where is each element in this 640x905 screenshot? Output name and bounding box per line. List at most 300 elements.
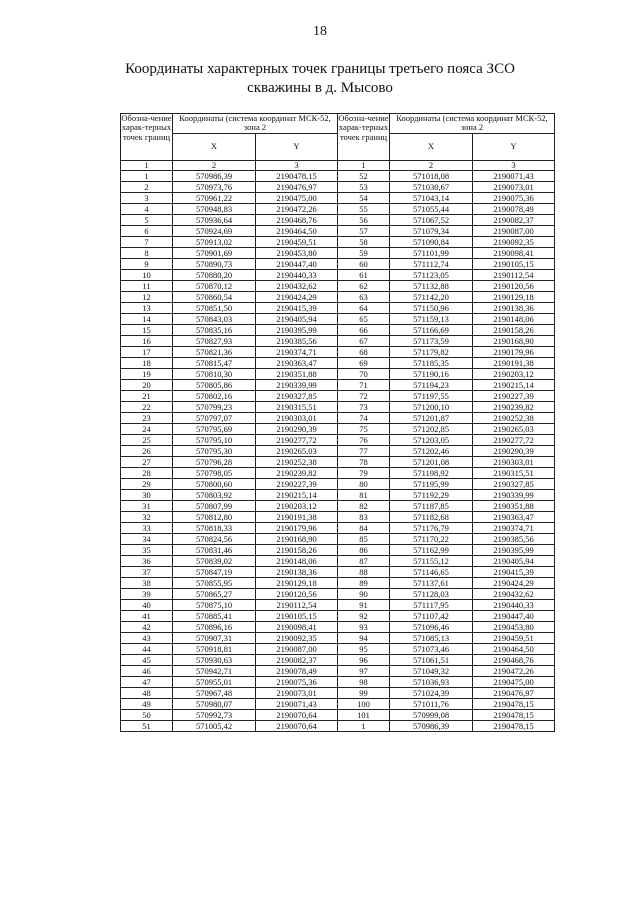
- y-coord-left: 2190374,71: [256, 347, 338, 358]
- y-coord-left: 2190227,39: [256, 479, 338, 490]
- table-row: [121, 358, 555, 369]
- y-coord-right: 2190227,39: [473, 391, 555, 402]
- y-coord-right: 2190179,96: [473, 347, 555, 358]
- point-id-left: 32: [121, 512, 173, 523]
- x-coord-left: 570847,19: [173, 567, 256, 578]
- point-id-right: 58: [338, 237, 390, 248]
- x-coord-left: 570839,02: [173, 556, 256, 567]
- point-id-left: 45: [121, 655, 173, 666]
- table-row: [121, 281, 555, 292]
- point-id-left: 42: [121, 622, 173, 633]
- x-coord-left: 570831,46: [173, 545, 256, 556]
- point-id-right: 78: [338, 457, 390, 468]
- point-id-right: 101: [338, 710, 390, 721]
- point-id-right: 65: [338, 314, 390, 325]
- x-coord-right: 571117,95: [390, 600, 473, 611]
- table-row: [121, 688, 555, 699]
- x-coord-right: 571185,35: [390, 358, 473, 369]
- y-coord-left: 2190087,00: [256, 644, 338, 655]
- x-coord-right: 571137,61: [390, 578, 473, 589]
- point-id-left: 2: [121, 182, 173, 193]
- x-coord-left: 570821,36: [173, 347, 256, 358]
- x-coord-right: 571166,69: [390, 325, 473, 336]
- x-coord-left: 570980,07: [173, 699, 256, 710]
- point-id-left: 19: [121, 369, 173, 380]
- point-id-left: 28: [121, 468, 173, 479]
- x-coord-right: 571030,67: [390, 182, 473, 193]
- table-row: [121, 721, 555, 732]
- table-row: [121, 534, 555, 545]
- y-coord-right: 2190339,99: [473, 490, 555, 501]
- point-id-left: 6: [121, 226, 173, 237]
- point-id-left: 26: [121, 446, 173, 457]
- x-coord-right: 571142,20: [390, 292, 473, 303]
- point-id-right: 55: [338, 204, 390, 215]
- x-coord-left: 570907,31: [173, 633, 256, 644]
- y-coord-right: 2190468,76: [473, 655, 555, 666]
- column-number: 3: [473, 160, 555, 170]
- point-id-left: 17: [121, 347, 173, 358]
- x-coord-left: 571005,42: [173, 721, 256, 732]
- point-id-right: 92: [338, 611, 390, 622]
- point-id-right: 73: [338, 402, 390, 413]
- title-line-1: Координаты характерных точек границы третьего пояса ЗСО: [125, 61, 515, 77]
- point-id-left: 48: [121, 688, 173, 699]
- x-coord-left: 570860,54: [173, 292, 256, 303]
- point-id-left: 1: [121, 171, 173, 182]
- point-id-left: 47: [121, 677, 173, 688]
- point-id-left: 24: [121, 424, 173, 435]
- y-coord-right: 2190075,36: [473, 193, 555, 204]
- point-id-right: 79: [338, 468, 390, 479]
- point-id-left: 41: [121, 611, 173, 622]
- y-coord-left: 2190120,56: [256, 589, 338, 600]
- y-coord-left: 2190168,90: [256, 534, 338, 545]
- point-id-right: 70: [338, 369, 390, 380]
- point-id-right: 76: [338, 435, 390, 446]
- point-id-right: 80: [338, 479, 390, 490]
- x-coord-right: 571090,84: [390, 237, 473, 248]
- table-row: [121, 710, 555, 721]
- point-id-right: 89: [338, 578, 390, 589]
- column-number: 3: [256, 160, 338, 170]
- point-id-right: 66: [338, 325, 390, 336]
- y-coord-left: 2190070,64: [256, 721, 338, 732]
- x-coord-left: 570936,64: [173, 215, 256, 226]
- y-coord-right: 2190129,18: [473, 292, 555, 303]
- y-coord-right: 2190071,43: [473, 171, 555, 182]
- point-label-header-right: Обозна-чение харак-терных точек границ: [338, 114, 390, 161]
- y-coord-left: 2190339,99: [256, 380, 338, 391]
- y-coord-right: 2190459,51: [473, 633, 555, 644]
- coordinates-table-body: [121, 171, 555, 732]
- y-coord-right: 2190363,47: [473, 512, 555, 523]
- point-id-left: 20: [121, 380, 173, 391]
- x-coord-left: 570807,99: [173, 501, 256, 512]
- table-row: [121, 369, 555, 380]
- table-row: [121, 413, 555, 424]
- table-row: [121, 303, 555, 314]
- y-coord-left: 2190385,56: [256, 336, 338, 347]
- x-coord-left: 570802,16: [173, 391, 256, 402]
- point-id-right: 56: [338, 215, 390, 226]
- y-coord-left: 2190105,15: [256, 611, 338, 622]
- x-coord-left: 570810,30: [173, 369, 256, 380]
- y-coord-right: 2190405,94: [473, 556, 555, 567]
- point-id-left: 33: [121, 523, 173, 534]
- table-row: [121, 402, 555, 413]
- y-coord-left: 2190239,82: [256, 468, 338, 479]
- x-coord-right: 571201,08: [390, 457, 473, 468]
- coordinates-group-header-left: Координаты (система координат МСК-52, зона 2: [173, 114, 338, 134]
- x-coord-right: 571192,29: [390, 490, 473, 501]
- point-id-right: 62: [338, 281, 390, 292]
- x-coord-right: 571194,23: [390, 380, 473, 391]
- table-row: [121, 589, 555, 600]
- table-row: [121, 622, 555, 633]
- x-coord-left: 570913,02: [173, 237, 256, 248]
- y-coord-left: 2190432,62: [256, 281, 338, 292]
- x-coord-right: 571187,85: [390, 501, 473, 512]
- table-row: [121, 182, 555, 193]
- point-label-header-left: Обозна-чение харак-терных точек границ: [121, 114, 173, 161]
- y-coord-right: 2190424,29: [473, 578, 555, 589]
- y-coord-right: 2190203,12: [473, 369, 555, 380]
- point-id-left: 12: [121, 292, 173, 303]
- table-row: [121, 424, 555, 435]
- x-coord-right: 571061,51: [390, 655, 473, 666]
- x-coord-right: 571036,93: [390, 677, 473, 688]
- point-id-right: 91: [338, 600, 390, 611]
- table-row: [121, 677, 555, 688]
- x-header-right: X: [390, 133, 473, 160]
- y-coord-left: 2190158,26: [256, 545, 338, 556]
- x-coord-right: 571085,13: [390, 633, 473, 644]
- point-id-left: 39: [121, 589, 173, 600]
- x-coord-left: 570824,56: [173, 534, 256, 545]
- x-coord-left: 570795,10: [173, 435, 256, 446]
- y-coord-left: 2190252,38: [256, 457, 338, 468]
- point-id-right: 94: [338, 633, 390, 644]
- y-coord-right: 2190138,36: [473, 303, 555, 314]
- table-row: [121, 270, 555, 281]
- y-coord-left: 2190071,43: [256, 699, 338, 710]
- x-coord-right: 570986,39: [390, 721, 473, 732]
- point-id-left: 13: [121, 303, 173, 314]
- table-row: [121, 666, 555, 677]
- point-id-right: 69: [338, 358, 390, 369]
- x-coord-left: 570875,10: [173, 600, 256, 611]
- x-coord-left: 570835,16: [173, 325, 256, 336]
- y-coord-right: 2190158,26: [473, 325, 555, 336]
- y-coord-right: 2190385,56: [473, 534, 555, 545]
- y-coord-left: 2190203,12: [256, 501, 338, 512]
- point-id-left: 16: [121, 336, 173, 347]
- x-coord-right: 571202,46: [390, 446, 473, 457]
- table-row: [121, 380, 555, 391]
- y-coord-left: 2190475,00: [256, 193, 338, 204]
- x-coord-right: 571067,52: [390, 215, 473, 226]
- table-row: [121, 567, 555, 578]
- x-coord-left: 570815,47: [173, 358, 256, 369]
- y-coord-left: 2190277,72: [256, 435, 338, 446]
- point-id-right: 77: [338, 446, 390, 457]
- x-coord-left: 570885,41: [173, 611, 256, 622]
- point-id-right: 96: [338, 655, 390, 666]
- table-row: [121, 578, 555, 589]
- table-row: [121, 644, 555, 655]
- point-id-left: 49: [121, 699, 173, 710]
- y-coord-right: 2190464,50: [473, 644, 555, 655]
- x-coord-left: 570827,93: [173, 336, 256, 347]
- x-coord-left: 570896,16: [173, 622, 256, 633]
- y-coord-left: 2190148,06: [256, 556, 338, 567]
- table-row: [121, 512, 555, 523]
- x-coord-right: 571159,13: [390, 314, 473, 325]
- point-id-right: 68: [338, 347, 390, 358]
- y-coord-left: 2190265,03: [256, 446, 338, 457]
- y-coord-left: 2190129,18: [256, 578, 338, 589]
- point-id-left: 36: [121, 556, 173, 567]
- table-row: [121, 633, 555, 644]
- y-coord-right: 2190082,37: [473, 215, 555, 226]
- table-row: [121, 248, 555, 259]
- y-coord-left: 2190092,35: [256, 633, 338, 644]
- x-coord-right: 571195,99: [390, 479, 473, 490]
- x-coord-left: 570973,76: [173, 182, 256, 193]
- table-row: [121, 347, 555, 358]
- y-coord-left: 2190447,40: [256, 259, 338, 270]
- point-id-left: 44: [121, 644, 173, 655]
- point-id-right: 61: [338, 270, 390, 281]
- point-id-left: 27: [121, 457, 173, 468]
- x-coord-right: 571112,74: [390, 259, 473, 270]
- x-coord-left: 570855,95: [173, 578, 256, 589]
- x-coord-left: 570901,69: [173, 248, 256, 259]
- y-coord-left: 2190405,94: [256, 314, 338, 325]
- x-coord-right: 571073,46: [390, 644, 473, 655]
- y-coord-right: 2190073,01: [473, 182, 555, 193]
- table-row: [121, 314, 555, 325]
- x-coord-right: 571170,22: [390, 534, 473, 545]
- x-coord-right: 571079,34: [390, 226, 473, 237]
- point-id-left: 11: [121, 281, 173, 292]
- point-id-right: 57: [338, 226, 390, 237]
- x-coord-left: 570930,63: [173, 655, 256, 666]
- x-coord-left: 570797,07: [173, 413, 256, 424]
- x-coord-left: 570865,27: [173, 589, 256, 600]
- x-coord-right: 571123,05: [390, 270, 473, 281]
- y-coord-right: 2190395,99: [473, 545, 555, 556]
- x-coord-right: 571018,08: [390, 171, 473, 182]
- x-coord-right: 571202,85: [390, 424, 473, 435]
- x-coord-left: 570880,20: [173, 270, 256, 281]
- point-id-left: 51: [121, 721, 173, 732]
- point-id-left: 35: [121, 545, 173, 556]
- y-coord-right: 2190440,33: [473, 600, 555, 611]
- point-id-right: 100: [338, 699, 390, 710]
- y-coord-left: 2190351,88: [256, 369, 338, 380]
- x-coord-left: 570851,50: [173, 303, 256, 314]
- y-coord-right: 2190168,90: [473, 336, 555, 347]
- y-coord-right: 2190252,38: [473, 413, 555, 424]
- x-coord-right: 571043,14: [390, 193, 473, 204]
- x-coord-right: 571150,96: [390, 303, 473, 314]
- y-coord-left: 2190415,39: [256, 303, 338, 314]
- x-coord-left: 570986,39: [173, 171, 256, 182]
- point-id-right: 54: [338, 193, 390, 204]
- point-id-right: 75: [338, 424, 390, 435]
- point-id-right: 83: [338, 512, 390, 523]
- point-id-left: 10: [121, 270, 173, 281]
- coordinates-table: [120, 113, 555, 732]
- x-coord-left: 570800,60: [173, 479, 256, 490]
- y-coord-right: 2190475,00: [473, 677, 555, 688]
- table-row: [121, 204, 555, 215]
- point-id-right: 98: [338, 677, 390, 688]
- page-number: 18: [313, 24, 327, 39]
- point-id-right: 86: [338, 545, 390, 556]
- y-header-left: Y: [256, 133, 338, 160]
- y-coord-right: 2190432,62: [473, 589, 555, 600]
- x-coord-right: 571049,32: [390, 666, 473, 677]
- y-coord-left: 2190363,47: [256, 358, 338, 369]
- table-row: [121, 479, 555, 490]
- point-id-right: 71: [338, 380, 390, 391]
- y-coord-right: 2190290,39: [473, 446, 555, 457]
- x-coord-right: 571179,82: [390, 347, 473, 358]
- y-coord-left: 2190098,41: [256, 622, 338, 633]
- point-id-left: 8: [121, 248, 173, 259]
- point-id-right: 97: [338, 666, 390, 677]
- point-id-right: 60: [338, 259, 390, 270]
- x-coord-right: 570999,08: [390, 710, 473, 721]
- y-coord-right: 2190087,00: [473, 226, 555, 237]
- x-coord-right: 571132,88: [390, 281, 473, 292]
- x-coord-right: 571011,76: [390, 699, 473, 710]
- point-id-right: 64: [338, 303, 390, 314]
- point-id-left: 15: [121, 325, 173, 336]
- x-coord-right: 571128,03: [390, 589, 473, 600]
- x-coord-left: 570955,01: [173, 677, 256, 688]
- table-row: [121, 655, 555, 666]
- x-coord-right: 571198,92: [390, 468, 473, 479]
- y-coord-left: 2190179,96: [256, 523, 338, 534]
- y-coord-left: 2190078,49: [256, 666, 338, 677]
- y-coord-left: 2190464,50: [256, 226, 338, 237]
- x-coord-left: 570948,83: [173, 204, 256, 215]
- y-coord-right: 2190447,40: [473, 611, 555, 622]
- y-coord-right: 2190148,06: [473, 314, 555, 325]
- table-row: [121, 699, 555, 710]
- x-coord-right: 571173,59: [390, 336, 473, 347]
- y-coord-left: 2190424,29: [256, 292, 338, 303]
- x-coord-left: 570890,73: [173, 259, 256, 270]
- point-id-right: 67: [338, 336, 390, 347]
- point-id-left: 3: [121, 193, 173, 204]
- x-coord-left: 570967,48: [173, 688, 256, 699]
- table-row: [121, 468, 555, 479]
- x-coord-left: 570799,23: [173, 402, 256, 413]
- x-coord-right: 571203,05: [390, 435, 473, 446]
- y-coord-left: 2190459,51: [256, 237, 338, 248]
- y-coord-left: 2190290,39: [256, 424, 338, 435]
- x-coord-left: 570796,28: [173, 457, 256, 468]
- y-coord-right: 2190120,56: [473, 281, 555, 292]
- y-coord-right: 2190478,15: [473, 721, 555, 732]
- x-coord-right: 571096,46: [390, 622, 473, 633]
- point-id-right: 84: [338, 523, 390, 534]
- y-coord-right: 2190105,15: [473, 259, 555, 270]
- point-id-right: 81: [338, 490, 390, 501]
- point-id-left: 40: [121, 600, 173, 611]
- x-coord-left: 570918,81: [173, 644, 256, 655]
- point-id-right: 87: [338, 556, 390, 567]
- y-coord-right: 2190327,85: [473, 479, 555, 490]
- point-id-left: 7: [121, 237, 173, 248]
- column-number: 1: [121, 160, 173, 170]
- x-coord-right: 571162,99: [390, 545, 473, 556]
- point-id-right: 93: [338, 622, 390, 633]
- table-row: [121, 556, 555, 567]
- x-coord-left: 570843,03: [173, 314, 256, 325]
- y-coord-left: 2190075,36: [256, 677, 338, 688]
- x-coord-right: 571201,87: [390, 413, 473, 424]
- y-coord-right: 2190478,15: [473, 710, 555, 721]
- y-coord-right: 2190265,03: [473, 424, 555, 435]
- y-coord-right: 2190098,41: [473, 248, 555, 259]
- x-coord-right: 571182,68: [390, 512, 473, 523]
- x-header-left: X: [173, 133, 256, 160]
- point-id-left: 18: [121, 358, 173, 369]
- point-id-left: 25: [121, 435, 173, 446]
- x-coord-left: 570870,12: [173, 281, 256, 292]
- table-row: [121, 325, 555, 336]
- point-id-left: 30: [121, 490, 173, 501]
- y-coord-left: 2190112,54: [256, 600, 338, 611]
- table-row: [121, 193, 555, 204]
- y-coord-left: 2190315,51: [256, 402, 338, 413]
- x-coord-right: 571197,55: [390, 391, 473, 402]
- x-coord-left: 570795,30: [173, 446, 256, 457]
- y-coord-right: 2190374,71: [473, 523, 555, 534]
- y-header-right: Y: [473, 133, 555, 160]
- y-coord-left: 2190395,99: [256, 325, 338, 336]
- point-id-right: 1: [338, 721, 390, 732]
- x-coord-left: 570812,80: [173, 512, 256, 523]
- y-coord-right: 2190453,80: [473, 622, 555, 633]
- y-coord-left: 2190215,14: [256, 490, 338, 501]
- point-id-right: 99: [338, 688, 390, 699]
- table-row: [121, 292, 555, 303]
- point-id-left: 5: [121, 215, 173, 226]
- y-coord-right: 2190303,01: [473, 457, 555, 468]
- y-coord-right: 2190239,82: [473, 402, 555, 413]
- point-id-right: 95: [338, 644, 390, 655]
- x-coord-left: 570992,73: [173, 710, 256, 721]
- point-id-left: 43: [121, 633, 173, 644]
- table-row: [121, 391, 555, 402]
- y-coord-right: 2190315,51: [473, 468, 555, 479]
- x-coord-left: 570924,69: [173, 226, 256, 237]
- document-title: [60, 60, 580, 98]
- table-row: [121, 523, 555, 534]
- point-id-left: 29: [121, 479, 173, 490]
- table-row: [121, 457, 555, 468]
- point-id-left: 34: [121, 534, 173, 545]
- y-coord-left: 2190303,01: [256, 413, 338, 424]
- point-id-right: 90: [338, 589, 390, 600]
